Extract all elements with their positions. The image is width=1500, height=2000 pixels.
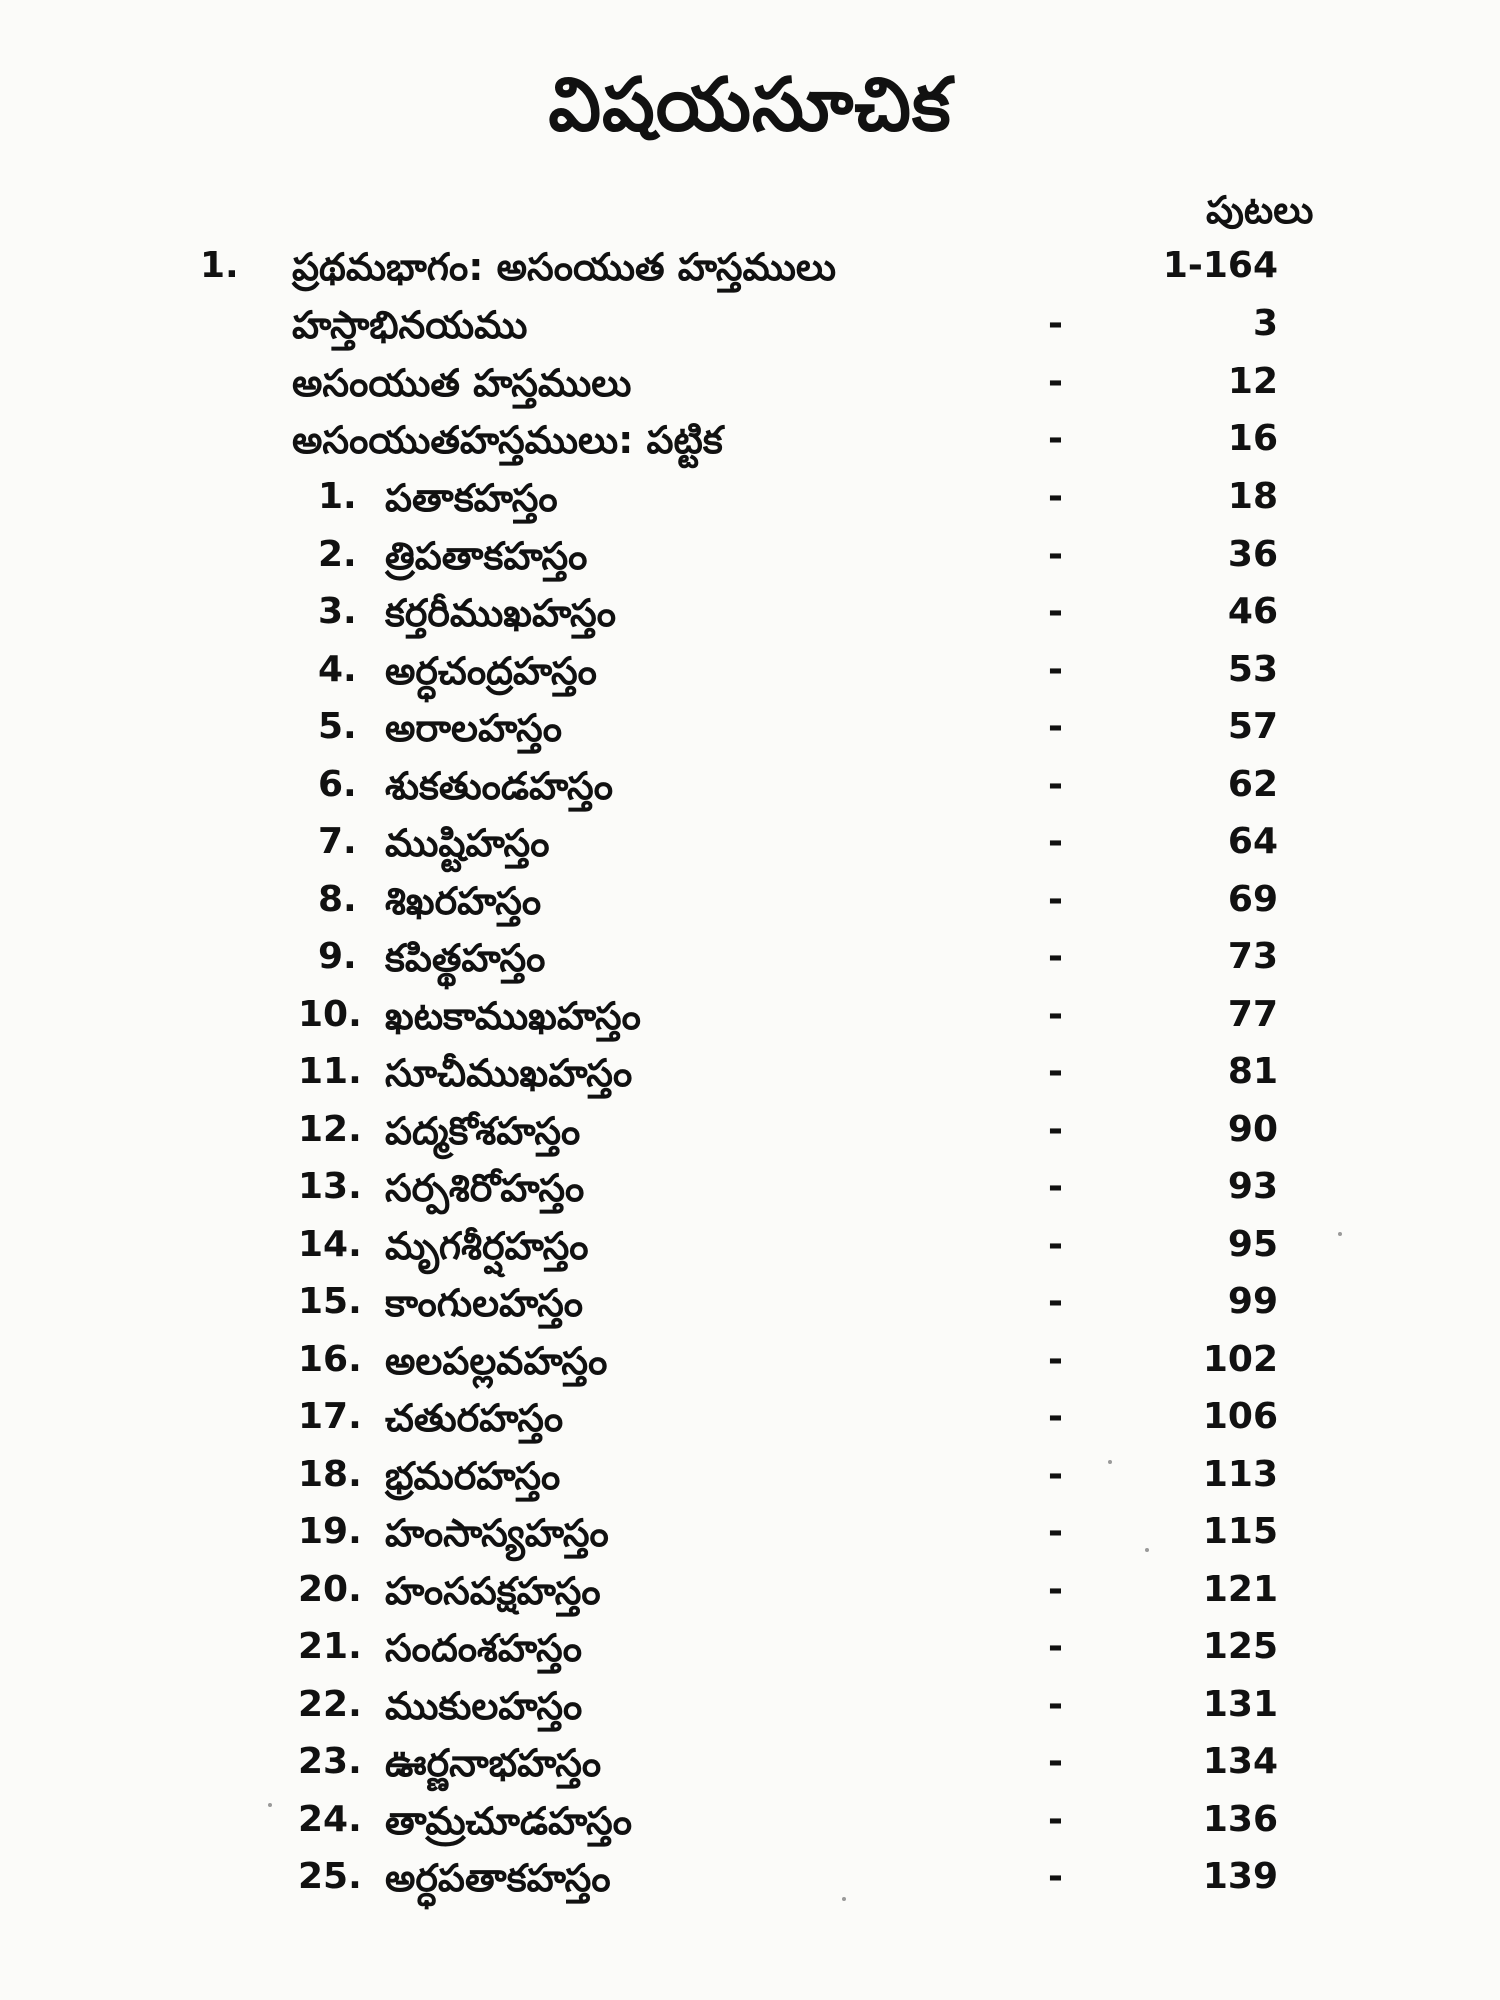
- entry-number: 21.: [298, 1626, 362, 1667]
- leader-dash: -: [1048, 1511, 1063, 1552]
- toc-entry-row: [0, 1569, 1500, 1625]
- scan-speck: [1108, 1460, 1112, 1464]
- entry-label: త్రిపతాకహస్తం: [385, 533, 588, 578]
- section-label: అసంయుతహస్తములు: పట్టిక: [292, 418, 723, 462]
- leader-dash: -: [1048, 878, 1063, 920]
- entry-page-number: 125: [1202, 1626, 1278, 1667]
- scan-speck: [268, 1803, 272, 1807]
- entry-label: భ్రమరహస్తం: [385, 1453, 561, 1498]
- entry-number: 17.: [298, 1396, 362, 1437]
- toc-entry-row: [0, 534, 1500, 590]
- toc-entry-row: [0, 1339, 1500, 1395]
- leader-dash: -: [1048, 706, 1063, 747]
- toc-entry-row: [0, 476, 1500, 532]
- entry-number: 7.: [318, 821, 357, 862]
- entry-page-number: 46: [1227, 591, 1278, 632]
- entry-page-number: 95: [1227, 1223, 1278, 1265]
- leader-dash: -: [1048, 360, 1063, 402]
- entry-page-number: 102: [1202, 1338, 1278, 1380]
- toc-entry-row: [0, 1396, 1500, 1452]
- leader-dash: -: [1048, 1453, 1063, 1495]
- section-page-number: 16: [1227, 418, 1278, 459]
- leader-dash: -: [1048, 1396, 1063, 1437]
- leader-dash: -: [1048, 1166, 1063, 1207]
- entry-number: 5.: [318, 706, 357, 747]
- section-label: హస్తాభినయము: [292, 303, 528, 347]
- entry-label: శిఖరహస్తం: [385, 878, 542, 923]
- entry-number: 12.: [298, 1108, 362, 1150]
- entry-number: 8.: [318, 878, 357, 920]
- part-number: 1.: [200, 245, 239, 286]
- leader-dash: -: [1048, 591, 1063, 632]
- toc-entry-row: [0, 764, 1500, 820]
- leader-dash: -: [1048, 1108, 1063, 1150]
- leader-dash: -: [1048, 1798, 1063, 1840]
- entry-number: 16.: [298, 1338, 362, 1380]
- entry-page-number: 18: [1227, 476, 1278, 517]
- section-page-number: 12: [1227, 360, 1278, 402]
- entry-page-number: 99: [1227, 1281, 1278, 1322]
- entry-label: కాంగులహస్తం: [385, 1281, 584, 1325]
- scan-speck: [1145, 1548, 1149, 1552]
- toc-entry-row: [0, 649, 1500, 705]
- entry-number: 14.: [298, 1223, 362, 1265]
- entry-label: శుకతుండహస్తం: [385, 763, 614, 808]
- entry-number: 9.: [318, 936, 357, 977]
- leader-dash: -: [1048, 1223, 1063, 1265]
- leader-dash: -: [1048, 533, 1063, 575]
- toc-entry-row: [0, 591, 1500, 647]
- leader-dash: -: [1048, 1568, 1063, 1610]
- entry-number: 3.: [318, 591, 357, 632]
- entry-label: సర్పశిరోహస్తం: [385, 1166, 585, 1210]
- section-row: [0, 418, 1500, 474]
- entry-page-number: 53: [1227, 648, 1278, 690]
- toc-entry-row: [0, 1799, 1500, 1855]
- entry-number: 24.: [298, 1798, 362, 1840]
- leader-dash: -: [1048, 418, 1063, 459]
- entry-page-number: 136: [1202, 1798, 1278, 1840]
- entry-label: తామ్రచూడహస్తం: [385, 1798, 632, 1843]
- entry-label: హంసాస్యహస్తం: [385, 1511, 609, 1555]
- scan-speck: [842, 1897, 846, 1901]
- entry-page-number: 69: [1227, 878, 1278, 920]
- entry-number: 6.: [318, 763, 357, 805]
- toc-entry-row: [0, 1454, 1500, 1510]
- entry-label: పతాకహస్తం: [385, 476, 558, 520]
- toc-entry-row: [0, 1224, 1500, 1280]
- section-row: [0, 303, 1500, 359]
- entry-label: అర్ధపతాకహస్తం: [385, 1856, 611, 1900]
- entry-label: ముకులహస్తం: [385, 1683, 583, 1728]
- leader-dash: -: [1048, 1338, 1063, 1380]
- scan-speck: [1338, 1232, 1342, 1236]
- entry-label: సందంశహస్తం: [385, 1626, 582, 1670]
- leader-dash: -: [1048, 936, 1063, 977]
- entry-number: 4.: [318, 648, 357, 690]
- page-title: విషయసూచిక: [548, 62, 952, 148]
- leader-dash: -: [1048, 1856, 1063, 1897]
- entry-number: 13.: [298, 1166, 362, 1207]
- entry-page-number: 90: [1227, 1108, 1278, 1150]
- toc-entry-row: [0, 879, 1500, 935]
- entry-label: సూచీముఖహస్తం: [385, 1051, 633, 1095]
- toc-entry-row: [0, 1051, 1500, 1107]
- entry-label: ఖటకాముఖహస్తం: [385, 993, 641, 1038]
- entry-page-number: 121: [1202, 1568, 1278, 1610]
- toc-entry-row: [0, 1856, 1500, 1912]
- entry-number: 10.: [298, 993, 362, 1035]
- entry-page-number: 115: [1202, 1511, 1278, 1552]
- entry-number: 25.: [298, 1856, 362, 1897]
- entry-label: మృగశీర్షహస్తం: [385, 1223, 589, 1268]
- entry-label: ఊర్ణనాభహస్తం: [385, 1741, 602, 1785]
- toc-entry-row: [0, 1741, 1500, 1797]
- toc-entry-row: [0, 1684, 1500, 1740]
- leader-dash: -: [1048, 303, 1063, 344]
- leader-dash: -: [1048, 1683, 1063, 1725]
- toc-entry-row: [0, 936, 1500, 992]
- part-page-range: 1-164: [1162, 245, 1278, 286]
- entry-label: కపిత్థహస్తం: [385, 936, 546, 980]
- leader-dash: -: [1048, 1741, 1063, 1782]
- leader-dash: -: [1048, 1626, 1063, 1667]
- entry-page-number: 57: [1227, 706, 1278, 747]
- entry-number: 18.: [298, 1453, 362, 1495]
- toc-entry-row: [0, 1109, 1500, 1165]
- leader-dash: -: [1048, 993, 1063, 1035]
- leader-dash: -: [1048, 821, 1063, 862]
- part-heading-row: [0, 245, 1500, 301]
- toc-entry-row: [0, 1626, 1500, 1682]
- toc-entry-row: [0, 1511, 1500, 1567]
- toc-entry-row: [0, 1281, 1500, 1337]
- toc-entry-row: [0, 706, 1500, 762]
- leader-dash: -: [1048, 476, 1063, 517]
- entry-label: అలపల్లవహస్తం: [385, 1338, 608, 1383]
- entry-page-number: 77: [1227, 993, 1278, 1035]
- entry-number: 11.: [298, 1051, 362, 1092]
- entry-page-number: 139: [1202, 1856, 1278, 1897]
- entry-page-number: 36: [1227, 533, 1278, 575]
- section-row: [0, 361, 1500, 417]
- entry-number: 15.: [298, 1281, 362, 1322]
- part-label: ప్రథమభాగం: అసంయుత హస్తములు: [292, 245, 836, 289]
- toc-entry-row: [0, 994, 1500, 1050]
- entry-page-number: 64: [1227, 821, 1278, 862]
- entry-number: 22.: [298, 1683, 362, 1725]
- leader-dash: -: [1048, 763, 1063, 805]
- entry-number: 19.: [298, 1511, 362, 1552]
- toc-entry-row: [0, 1166, 1500, 1222]
- entry-label: పద్మకోశహస్తం: [385, 1108, 581, 1153]
- entry-page-number: 62: [1227, 763, 1278, 805]
- entry-label: హంసపక్షహస్తం: [385, 1568, 601, 1613]
- leader-dash: -: [1048, 648, 1063, 690]
- entry-label: కర్తరీముఖహస్తం: [385, 591, 616, 635]
- entry-page-number: 131: [1202, 1683, 1278, 1725]
- leader-dash: -: [1048, 1051, 1063, 1092]
- section-label: అసంయుత హస్తములు: [292, 360, 632, 405]
- entry-label: ముష్టిహస్తం: [385, 821, 550, 865]
- entry-label: అరాలహస్తం: [385, 706, 562, 750]
- entry-page-number: 134: [1202, 1741, 1278, 1782]
- entry-page-number: 73: [1227, 936, 1278, 977]
- entry-number: 1.: [318, 476, 357, 517]
- leader-dash: -: [1048, 1281, 1063, 1322]
- entry-page-number: 81: [1227, 1051, 1278, 1092]
- entry-label: అర్ధచంద్రహస్తం: [385, 648, 597, 693]
- entry-number: 23.: [298, 1741, 362, 1782]
- toc-entry-row: [0, 821, 1500, 877]
- entry-page-number: 106: [1202, 1396, 1278, 1437]
- entry-number: 20.: [298, 1568, 362, 1610]
- entry-page-number: 113: [1202, 1453, 1278, 1495]
- entry-number: 2.: [318, 533, 357, 575]
- entry-page-number: 93: [1227, 1166, 1278, 1207]
- entry-label: చతురహస్తం: [385, 1396, 564, 1440]
- pages-column-header: పుటలు: [1206, 188, 1314, 232]
- section-page-number: 3: [1252, 303, 1278, 344]
